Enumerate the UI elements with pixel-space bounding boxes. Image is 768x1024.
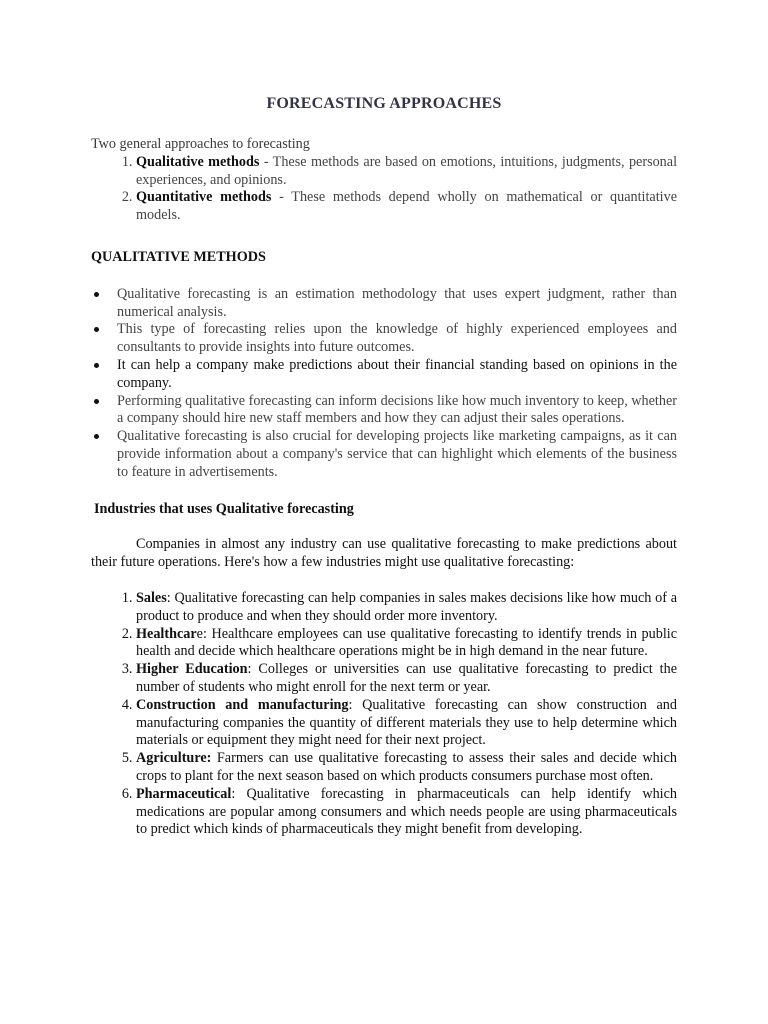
list-item: Qualitative forecasting is also crucial for developing projects like marketing campaigns, as it can provide information about a company's service that can highlight which elements of the business to feature in advertisements.: [117, 428, 677, 480]
list-item: [136, 189, 677, 225]
list-item: [136, 590, 677, 626]
list-item: This type of forecasting relies upon the knowledge of highly experienced employees and consultants to provide insights into future outcomes.: [117, 321, 677, 356]
list-item: [136, 750, 677, 786]
industries-intro: Companies in almost any industry can use qualitative forecasting to make predictions about their future operations. Here's how a few industries might use qualitative forecasting:: [91, 536, 677, 571]
industry-text: : Qualitative forecasting in pharmaceuticals can help identify which medications are popular among consumers and which needs people are using pharmaceuticals to predict which kinds of pharmaceuticals they might benefit from developing.: [136, 785, 677, 838]
industries-list: [91, 590, 677, 839]
list-item: Qualitative forecasting is an estimation methodology that uses expert judgment, rather than numerical analysis.: [117, 285, 677, 320]
industry-term: Sales: [136, 589, 167, 606]
list-item: [136, 786, 677, 839]
approach-text: - These methods are based on emotions, intuitions, judgments, personal experiences, and opinions.: [136, 153, 678, 188]
industry-term: Healthcar: [136, 625, 197, 642]
document-content: [91, 94, 677, 839]
list-item: It can help a company make predictions about their financial standing based on opinions in the company.: [117, 356, 677, 391]
list-item: [136, 661, 677, 697]
industry-text: : Colleges or universities can use qualitative forecasting to predict the number of students who might enroll for the next term or year.: [136, 661, 677, 695]
list-item: [136, 154, 677, 190]
industry-text: Farmers can use qualitative forecasting to assess their sales and decide which crops to plant for the next season based on which products consumers purchase most often.: [136, 750, 677, 784]
industry-text: : Qualitative forecasting can show construction and manufacturing companies the quantity of different materials they use to help determine which materials or equipment they might need for their next project.: [136, 696, 677, 749]
industry-text: e: Healthcare employees can use qualitative forecasting to identify trends in public health and decide which healthcare operations might be in high demand in the near future.: [136, 625, 677, 660]
industry-text: : Qualitative forecasting can help companies in sales makes decisions like how much of a product to produce and when they should order more inventory.: [136, 589, 677, 624]
page-title: FORECASTING APPROACHES: [266, 95, 502, 112]
section-heading-industries: Industries that uses Qualitative forecasting: [94, 500, 354, 517]
approach-text: - These methods depend wholly on mathematical or quantitative models.: [136, 189, 678, 224]
list-item: [136, 697, 677, 750]
list-item: Performing qualitative forecasting can inform decisions like how much inventory to keep, whether a company should hire new staff members and how they can adjust their sales operations.: [117, 392, 677, 427]
qualitative-bullets: [91, 286, 677, 482]
intro-text: Two general approaches to forecasting: [91, 136, 310, 152]
section-heading-qualitative: QUALITATIVE METHODS: [91, 248, 266, 265]
approach-term: Quantitative methods: [136, 189, 272, 206]
industry-term: Construction and manufacturing: [136, 696, 349, 713]
approaches-list: [91, 154, 677, 225]
industry-term: Higher Education: [136, 661, 248, 678]
industry-term: Pharmaceutical: [136, 785, 232, 802]
industry-term: Agriculture:: [136, 750, 212, 767]
list-item: [136, 626, 677, 662]
approach-term: Qualitative methods: [136, 153, 260, 170]
